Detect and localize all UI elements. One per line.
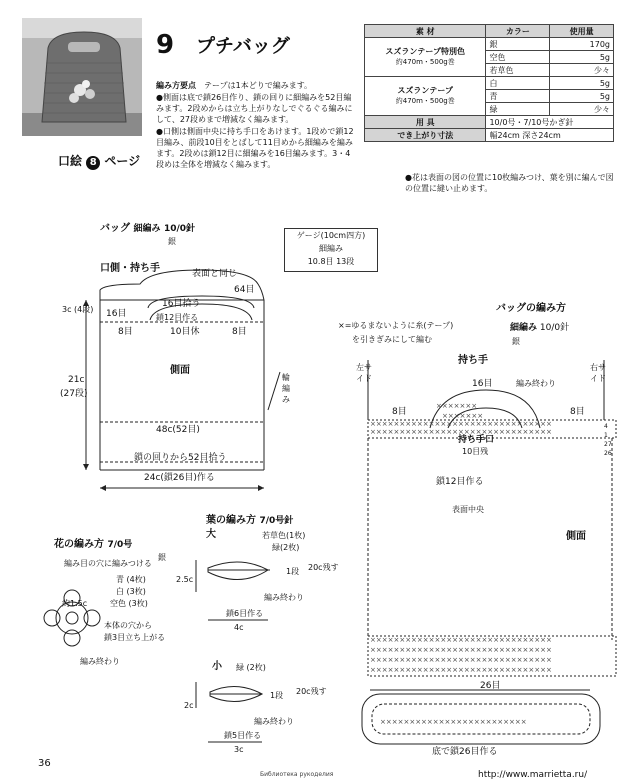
gauge-value: 10.8目 13段 bbox=[307, 257, 355, 266]
pattern-end: 編み終わり bbox=[516, 379, 556, 388]
label-8a: 8目 bbox=[118, 327, 133, 337]
svg-text:××××××××××××××××××××××××××××××: ××××××××××××××××××××××××××××××× bbox=[370, 656, 552, 664]
round-label: 輪編み bbox=[282, 373, 290, 404]
height-27: (27段) bbox=[60, 389, 88, 399]
leaf-chain-6: 鎖6目作る bbox=[226, 609, 264, 618]
svg-text:××××××××××××××××××××××××××××××: ××××××××××××××××××××××××××××××× bbox=[370, 420, 552, 428]
label-16: 16目 bbox=[106, 309, 127, 319]
svg-text:×××××××: ××××××× bbox=[442, 412, 484, 420]
leaf-chain-5: 鎖5目作る bbox=[224, 731, 262, 740]
pattern-stitch-line bbox=[510, 322, 569, 334]
pattern-center: 表面中央 bbox=[452, 505, 484, 514]
flower-hook: 7/0号 bbox=[107, 540, 133, 550]
amount-4: 5g bbox=[550, 77, 614, 90]
leaf-end-b: 編み終わり bbox=[254, 717, 294, 726]
pattern-row-numbers bbox=[604, 422, 612, 458]
pattern-8b: 8目 bbox=[570, 407, 585, 417]
pick-52: 鎖の回りから52目拾う bbox=[134, 453, 227, 463]
page-ref-number: 8 bbox=[86, 156, 100, 170]
leaf-big: 大 bbox=[206, 529, 216, 540]
svg-text:××××××××××××××××××××××××××××××: ××××××××××××××××××××××××××××××× bbox=[370, 646, 552, 654]
material-1-sub: 約470m・500g巻 bbox=[395, 58, 455, 66]
leaf-row-1b: 1段 bbox=[270, 691, 284, 700]
pattern-opening: 持ち手口 bbox=[458, 435, 495, 445]
pattern-right-side: 右サイド bbox=[590, 363, 606, 383]
leaf-row-1: 1段 bbox=[286, 567, 300, 576]
label-64: 64目 bbox=[234, 285, 255, 295]
svg-text:×××××××: ××××××× bbox=[436, 402, 478, 410]
pattern-handle: 持ち手 bbox=[458, 355, 488, 366]
pattern-16: 16目 bbox=[472, 379, 493, 389]
gauge-title: ゲージ(10cm四方) bbox=[296, 231, 366, 240]
pattern-note-2: を引きぎみにして編む bbox=[352, 335, 432, 344]
tools-label: 用 具 bbox=[365, 116, 486, 129]
material-2-sub: 約470m・500g巻 bbox=[395, 97, 455, 105]
side-label: 側面 bbox=[170, 365, 190, 376]
color-5: 青 bbox=[486, 90, 550, 103]
leaf-end: 編み終わり bbox=[264, 593, 304, 602]
header-color: カラー bbox=[486, 25, 550, 38]
pattern-hook: 10/0針 bbox=[539, 323, 570, 333]
flower-hole: 本体の穴から bbox=[104, 621, 152, 630]
site-url: http://www.marrietta.ru/ bbox=[478, 770, 588, 780]
pattern-chain-12: 鎖12目作る bbox=[436, 477, 484, 487]
flower-color: 銀 bbox=[158, 553, 166, 562]
leaf-small-width: 3c bbox=[234, 745, 244, 754]
svg-text:××××××××××××××××××××××××××××××: ××××××××××××××××××××××××××××××× bbox=[370, 666, 552, 674]
leaf-leave-20: 20c残す bbox=[308, 563, 339, 572]
leaf-big-height: 2.5c bbox=[176, 575, 194, 584]
same-as-front: 表面と同じ bbox=[192, 269, 238, 279]
amount-5: 5g bbox=[550, 90, 614, 103]
pattern-left-side: 左サイド bbox=[356, 363, 372, 383]
label-10-rest: 10目休 bbox=[170, 327, 200, 337]
row-4: 4 bbox=[604, 423, 608, 430]
flower-size: 約1.5c bbox=[62, 599, 88, 608]
material-1: スズランテープ特別色 bbox=[385, 47, 466, 56]
gauge-stitch: 細編み bbox=[319, 244, 343, 253]
amount-1: 170g bbox=[550, 38, 614, 51]
amount-6: 少々 bbox=[550, 103, 614, 116]
pattern-title-label: バッグの編み方 bbox=[496, 303, 566, 314]
pattern-title: プチバッグ bbox=[196, 35, 290, 57]
pattern-color: 銀 bbox=[512, 337, 520, 346]
svg-text:×××××××××××××××××××××××××: ××××××××××××××××××××××××× bbox=[380, 718, 527, 726]
size-value: 幅24cm 深さ24cm bbox=[486, 129, 614, 142]
label-12-make: 鎖12目作る bbox=[156, 313, 199, 322]
header-material: 素 材 bbox=[365, 25, 486, 38]
page-number: 36 bbox=[38, 758, 51, 769]
chain-24: 24c(鎖26目)作る bbox=[144, 473, 215, 483]
pattern-side: 側面 bbox=[566, 531, 586, 542]
height-3: 3c bbox=[62, 305, 72, 314]
leaf-big-color-2: 緑(2枚) bbox=[272, 543, 300, 552]
bag-hook: 10/0針 bbox=[163, 224, 196, 234]
color-6: 緑 bbox=[486, 103, 550, 116]
leaf-small-height: 2c bbox=[184, 701, 194, 710]
leaf-title bbox=[206, 514, 293, 527]
pattern-rest-10: 10目残 bbox=[462, 447, 489, 456]
leaf-hook: 7/0号針 bbox=[259, 516, 294, 526]
flower-end: 編み終わり bbox=[80, 657, 120, 666]
row-1: 1 bbox=[604, 432, 608, 439]
header-amount: 使用量 bbox=[550, 25, 614, 38]
flower-color-2: 白 (3枚) bbox=[116, 587, 146, 596]
leaf-big-width: 4c bbox=[234, 623, 244, 632]
pattern-8a: 8目 bbox=[392, 407, 407, 417]
amount-2: 5g bbox=[550, 51, 614, 64]
row-27: 27 bbox=[604, 441, 612, 448]
bag-color: 銀 bbox=[168, 237, 176, 246]
pattern-bottom: 底で鎖26目作る bbox=[432, 747, 498, 757]
tools-value: 10/0号・7/10号かぎ針 bbox=[486, 116, 614, 129]
flower-title bbox=[54, 538, 132, 551]
pattern-number: 9 bbox=[156, 30, 175, 60]
page-ref-label: 口絵 bbox=[58, 154, 83, 168]
color-3: 若草色 bbox=[486, 64, 550, 77]
flower-title-text: 花の編み方 bbox=[54, 539, 104, 550]
footer-watermark: Библиотека рукоделия bbox=[260, 771, 334, 778]
flower-rise: 鎖3目立ち上がる bbox=[104, 633, 166, 642]
flower-note-label: 編み目の穴に編みつける bbox=[64, 559, 152, 568]
instructions-heading: 編み方要点 bbox=[156, 81, 196, 90]
svg-text:××××××××××××××××××××××××××××××: ××××××××××××××××××××××××××××××× bbox=[370, 636, 552, 644]
instructions-intro: テープは1本どりで編みます。 bbox=[204, 81, 313, 90]
pattern-stitch: 細編み bbox=[510, 323, 538, 333]
pattern-note-1: ×=ゆるまないように糸(テープ) bbox=[338, 321, 454, 330]
instructions-p2: ●口側は側面中央に持ち手口をあけます。1段めで鎖12目編み、前段10目をとばして11目めから細編みを編みます。2段めは鎖12目に細編みを16目編みます。3・4段めは全体を増減なく編みます。 bbox=[156, 127, 354, 169]
leaf-leave-20b: 20c残す bbox=[296, 687, 327, 696]
leaf-small-color: 緑 (2枚) bbox=[236, 663, 266, 672]
page-ref-suffix: ページ bbox=[104, 154, 141, 168]
leaf-small: 小 bbox=[212, 661, 222, 672]
mouth-label: 口側・持ち手 bbox=[100, 263, 160, 274]
color-1: 銀 bbox=[486, 38, 550, 51]
height-21: 21c bbox=[68, 375, 85, 385]
instructions-p1: ●側面は底で鎖26目作り、鎖の回りに細編みを52目編みます。2段めからは立ち上がりなしでぐるぐる編みにして、27段めまで増減なく編みます。 bbox=[156, 93, 353, 124]
flower-note: ●花は表面の図の位置に10枚編みつけ、葉を別に編んで図の位置に縫い止めます。 bbox=[405, 173, 614, 193]
height-4: (4段) bbox=[74, 305, 94, 314]
bag-title: バッグ bbox=[100, 223, 130, 234]
flower-color-1: 青 (4枚) bbox=[116, 575, 146, 584]
label-8b: 8目 bbox=[232, 327, 247, 337]
bag-stitch: 細編み bbox=[133, 224, 161, 234]
color-4: 白 bbox=[486, 77, 550, 90]
width-48: 48c(52目) bbox=[156, 425, 200, 435]
row-26: 26 bbox=[604, 450, 612, 457]
svg-text:××××××××××××××××××××××××××××××: ××××××××××××××××××××××××××××××× bbox=[370, 428, 552, 436]
size-label: でき上がり寸法 bbox=[365, 129, 486, 142]
label-16-pick: 16目拾う bbox=[162, 299, 201, 309]
color-2: 空色 bbox=[486, 51, 550, 64]
leaf-big-color-1: 若草色(1枚) bbox=[262, 531, 306, 540]
leaf-title-text: 葉の編み方 bbox=[206, 515, 256, 526]
amount-3: 少々 bbox=[550, 64, 614, 77]
material-2: スズランテープ bbox=[397, 86, 454, 95]
pattern-26: 26目 bbox=[480, 681, 501, 691]
flower-color-3: 空色 (3枚) bbox=[110, 599, 148, 608]
